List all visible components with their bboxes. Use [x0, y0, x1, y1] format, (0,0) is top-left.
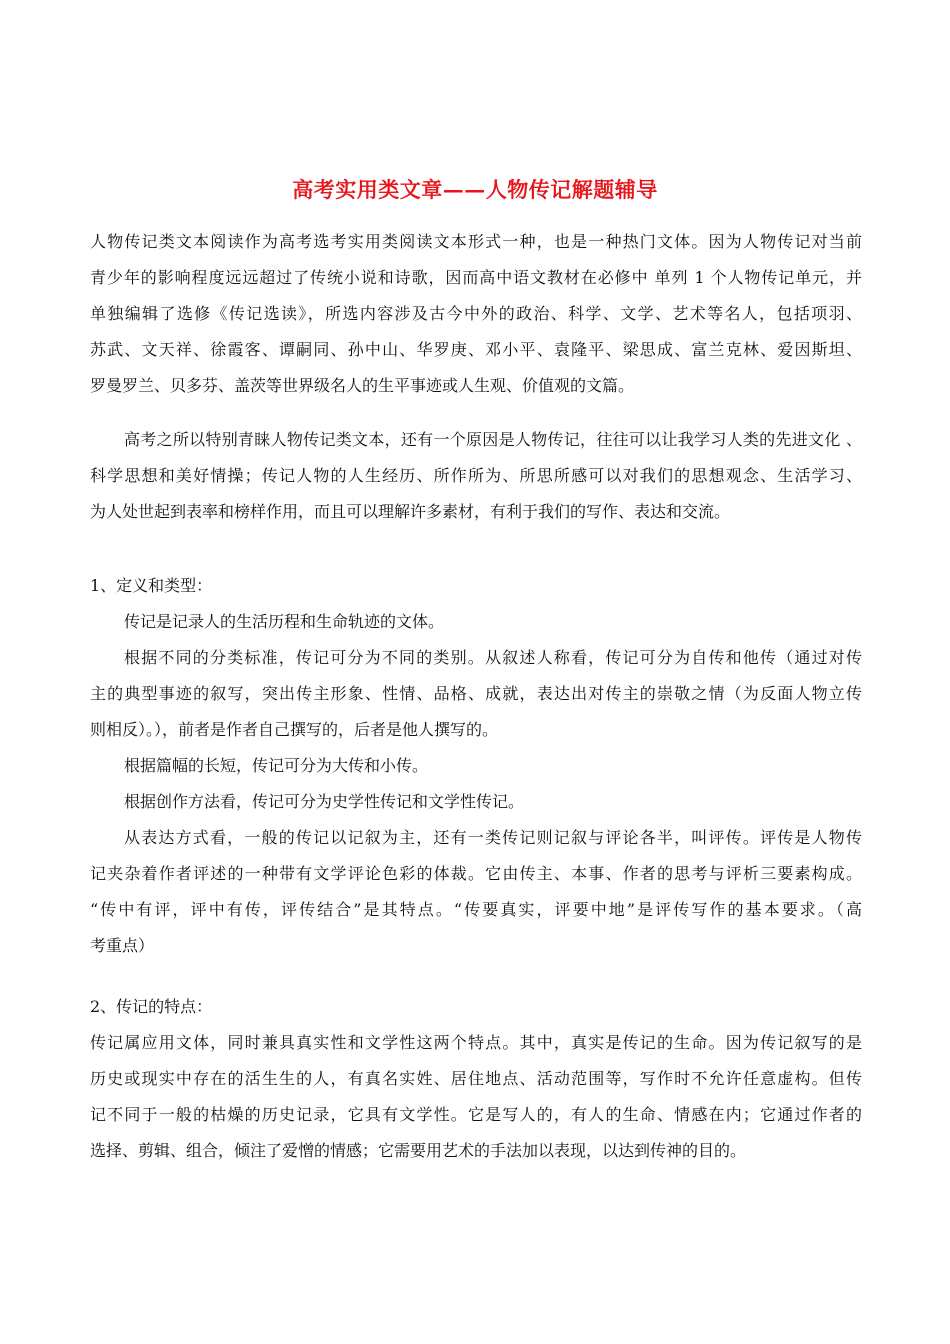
- reason-paragraph: [90, 422, 862, 530]
- text-line: 历史或现实中存在的活生生的人，有真名实姓、居住地点、活动范围等，写作时不允许任意虚构。但传: [90, 1069, 862, 1088]
- paragraph: 根据篇幅的长短，传记可分为大传和小传。: [124, 756, 429, 775]
- text-line: 考重点）: [90, 936, 155, 955]
- text-line: 苏武、文天祥、徐霞客、谭嗣同、孙中山、华罗庚、邓小平、袁隆平、梁思成、富兰克林、爱因斯坦、: [90, 340, 862, 359]
- section-heading: 1、定义和类型：: [90, 576, 213, 595]
- text-line: 传记属应用文体，同时兼具真实性和文学性这两个特点。其中，真实是传记的生命。因为传记叙写的是: [90, 1033, 862, 1052]
- text-line: 科学思想和美好情操；传记人物的人生经历、所作所为、所思所感可以对我们的思想观念、生活学习、: [90, 466, 862, 485]
- text-line: 为人处世起到表率和榜样作用，而且可以理解许多素材，有利于我们的写作、表达和交流。: [90, 502, 731, 521]
- section-definition: [90, 568, 862, 964]
- text-line: 选择、剪辑、组合，倾注了爱憎的情感；它需要用艺术的手法加以表现，以达到传神的目的。: [90, 1141, 747, 1160]
- text-line: 根据不同的分类标准，传记可分为不同的类别。从叙述人称看，传记可分为自传和他传（通过对传: [124, 648, 862, 667]
- text-line: 则相反）。），前者是作者自己撰写的，后者是他人撰写的。: [90, 720, 499, 739]
- document-title: 高考实用类文章——人物传记解题辅导: [292, 177, 658, 202]
- intro-paragraph: [90, 224, 862, 404]
- paragraph: 传记是记录人的生活历程和生命轨迹的文体。: [124, 612, 445, 631]
- text-line: 主的典型事迹的叙写，突出传主形象、性情、品格、成就，表达出对传主的崇敬之情（为反面人物立传: [90, 684, 862, 703]
- text-line: 青少年的影响程度远远超过了传统小说和诗歌，因而高中语文教材在必修中 单列 1 个人物传记单元，并: [90, 268, 862, 287]
- paragraph: 根据创作方法看，传记可分为史学性传记和文学性传记。: [124, 792, 525, 811]
- section-heading: 2、传记的特点：: [90, 997, 213, 1016]
- text-line: 记不同于一般的枯燥的历史记录，它具有文学性。它是写人的，有人的生命、情感在内；它通过作者的: [90, 1105, 862, 1124]
- text-line: 人物传记类文本阅读作为高考选考实用类阅读文本形式一种，也是一种热门文体。因为人物传记对当前: [90, 232, 862, 251]
- text-line: “传中有评，评中有传，评传结合”是其特点。“传要真实，评要中地”是评传写作的基本要求。（高: [90, 900, 862, 919]
- text-line: 高考之所以特别青睐人物传记类文本，还有一个原因是人物传记，往往可以让我学习人类的先进文化 、: [124, 430, 862, 449]
- text-line: 单独编辑了选修《传记选读》，所选内容涉及古今中外的政治、科学、文学、艺术等名人，包括项羽、: [90, 304, 862, 323]
- text-line: 罗曼罗兰、贝多芬、盖茨等世界级名人的生平事迹或人生观、价值观的文篇。: [90, 376, 635, 395]
- text-line: 记夹杂着作者评述的一种带有文学评论色彩的体裁。它由传主、本事、作者的思考与评析三要素构成。: [90, 864, 862, 883]
- text-line: 从表达方式看，一般的传记以记叙为主，还有一类传记则记叙与评论各半，叫评传。评传是人物传: [124, 828, 862, 847]
- section-features: [90, 989, 862, 1169]
